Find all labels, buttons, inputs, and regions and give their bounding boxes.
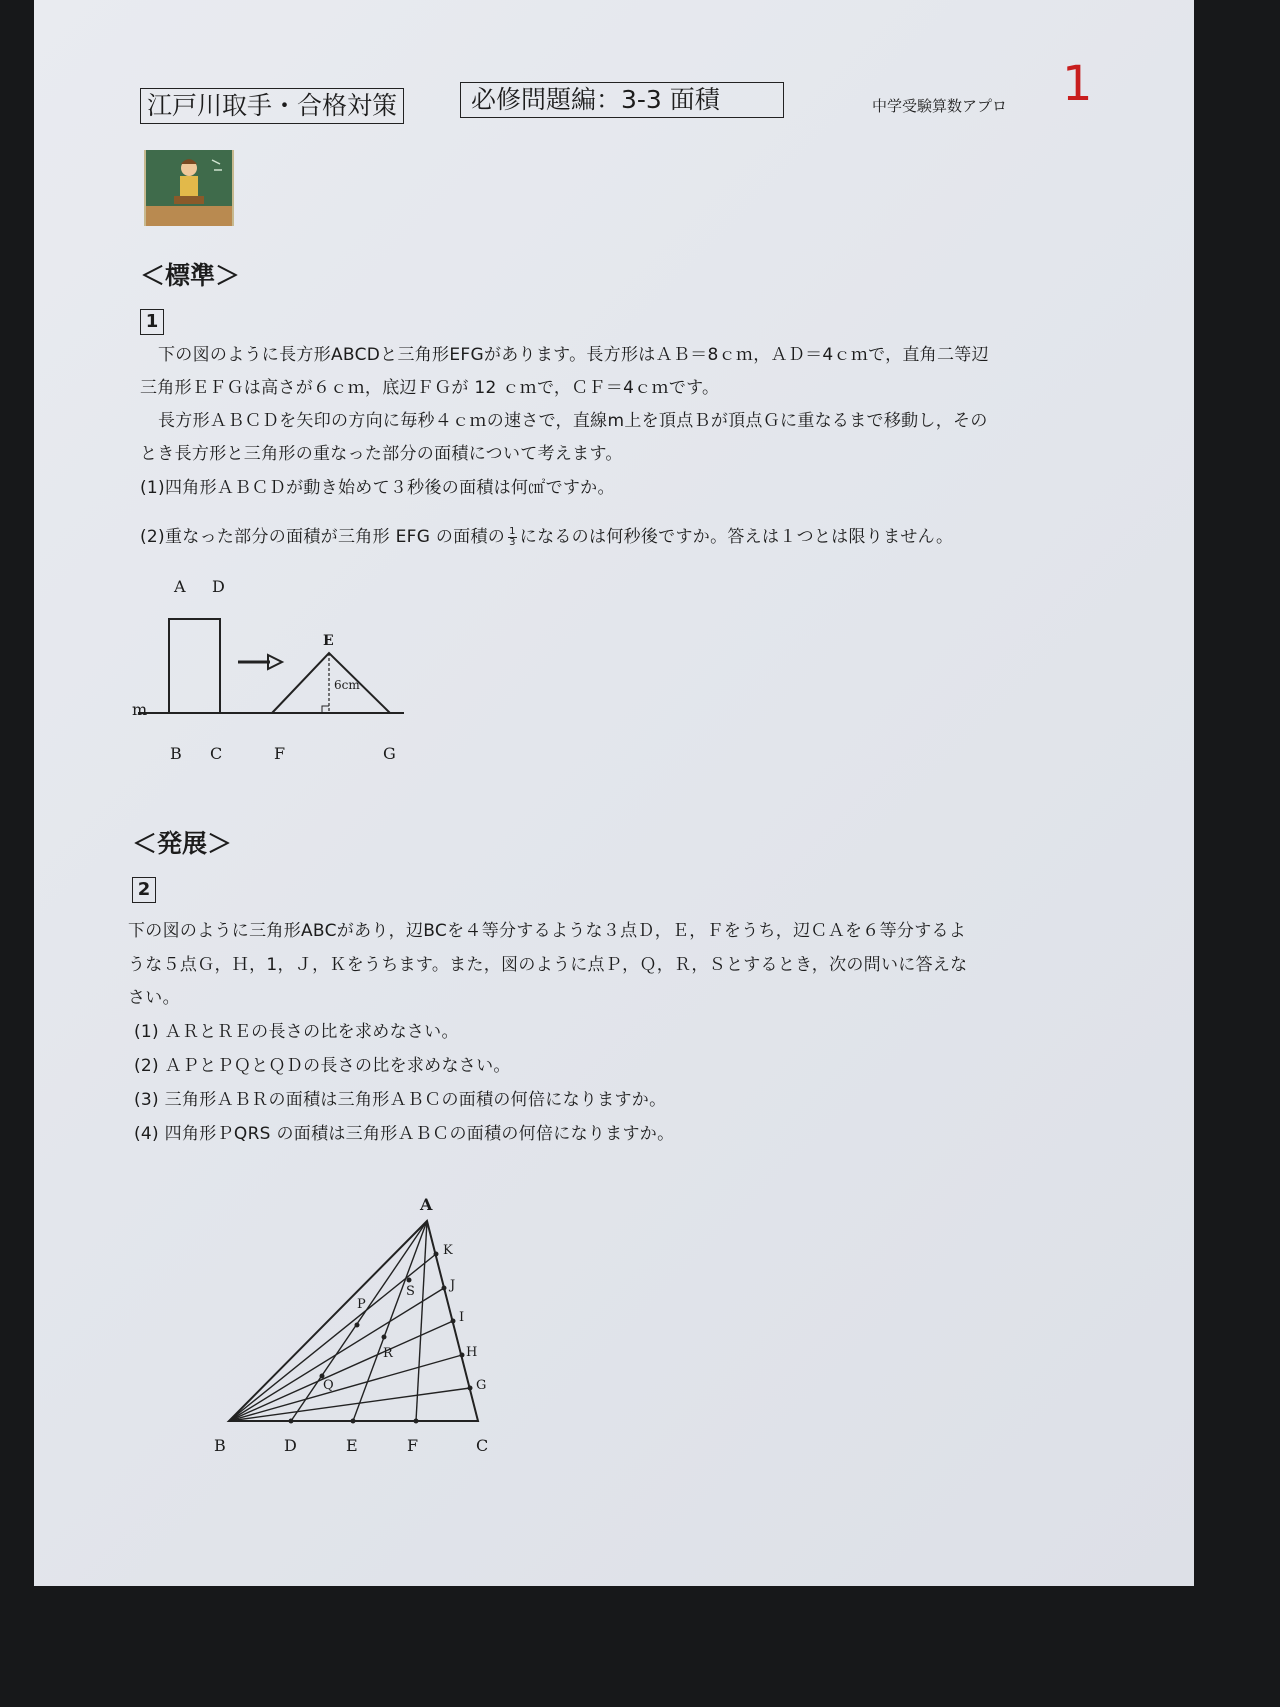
fig2-label-g: G bbox=[476, 1378, 487, 1393]
fig2-label-h: H bbox=[466, 1345, 478, 1360]
problem-2-line-2: うな５点Ｇ，Ｈ，1，Ｊ，Ｋをうちます。また，図のように点Ｐ，Ｑ，Ｒ，Ｓとするとき，次の問いに答えな bbox=[128, 955, 968, 975]
problem-2-question-4: (4) 四角形ＰQRS の面積は三角形ＡＢＣの面積の何倍になりますか。 bbox=[134, 1124, 675, 1144]
fraction-numerator: 1 bbox=[509, 525, 516, 537]
worksheet-page bbox=[34, 0, 1194, 1586]
fig2-label-i: I bbox=[459, 1310, 465, 1325]
problem-2-question-2: (2) ＡＰとＰＱとＱＤの長さの比を求めなさい。 bbox=[134, 1056, 511, 1076]
fig1-label-g: G bbox=[383, 744, 396, 763]
problem-2-line-3: さい。 bbox=[128, 988, 180, 1008]
fraction-denominator: 3 bbox=[509, 536, 516, 548]
fig1-label-a: A bbox=[174, 577, 186, 596]
question-2-text-after: になるのは何秒後ですか。答えは１つとは限りません。 bbox=[519, 527, 954, 547]
fig2-label-d: D bbox=[284, 1436, 297, 1455]
fig1-label-e: E bbox=[323, 633, 334, 649]
problem-2-question-3: (3) 三角形ＡＢＲの面積は三角形ＡＢＣの面積の何倍になりますか。 bbox=[134, 1090, 667, 1110]
figure-triangle-abc bbox=[34, 0, 1194, 1586]
fig2-label-p: P bbox=[357, 1297, 366, 1312]
page-number: 1 bbox=[1062, 56, 1093, 112]
fig1-label-c: C bbox=[210, 744, 223, 763]
fig2-label-a: A bbox=[420, 1195, 433, 1214]
fig2-label-s: S bbox=[406, 1284, 415, 1299]
fig1-label-m: m bbox=[132, 700, 148, 719]
problem-1-line-1: 下の図のように長方形ABCDと三角形EFGがあります。長方形はＡＢ＝8ｃｍ，ＡＤ＝4ｃｍで，直角二等辺 bbox=[158, 345, 989, 365]
problem-2-number-text: 2 bbox=[137, 879, 151, 900]
fig1-label-f: F bbox=[274, 744, 286, 763]
fig1-label-b: B bbox=[170, 744, 182, 763]
fig2-label-j: J bbox=[450, 1278, 456, 1293]
fig1-label-d: D bbox=[212, 577, 225, 596]
fig2-label-q: Q bbox=[323, 1378, 334, 1393]
problem-1-line-2: 三角形ＥＦＧは高さが６ｃｍ，底辺ＦＧが 12 ｃｍで，ＣＦ＝4ｃｍです。 bbox=[140, 378, 720, 398]
brand-name: 中学受験算数アプロ bbox=[872, 97, 1008, 115]
problem-2-line-1: 下の図のように三角形ABCがあり，辺BCを４等分するような３点Ｄ，Ｅ，Ｆをうち，辺ＣＡを６等分するよ bbox=[128, 921, 967, 941]
section-heading-advanced: ＜発展＞ bbox=[132, 829, 233, 858]
problem-1-line-3: 長方形ＡＢＣＤを矢印の方向に毎秒４ｃｍの速さで，直線m上を頂点Ｂが頂点Ｇに重なるまで移動し，その bbox=[158, 411, 988, 431]
unit-title: 必修問題編：3-3 面積 bbox=[471, 85, 720, 114]
fig2-label-e: E bbox=[346, 1436, 358, 1455]
problem-1-question-1: (1)四角形ＡＢＣＤが動き始めて３秒後の面積は何㎠ですか。 bbox=[140, 478, 615, 498]
problem-1-line-4: とき長方形と三角形の重なった部分の面積について考えます。 bbox=[140, 444, 623, 464]
problem-1-number-text: 1 bbox=[145, 311, 159, 332]
fig2-label-f: F bbox=[407, 1436, 419, 1455]
section-heading-standard: ＜標準＞ bbox=[140, 261, 241, 290]
course-title: 江戸川取手・合格対策 bbox=[147, 91, 398, 120]
question-2-text-before: (2)重なった部分の面積が三角形 EFG の面積の bbox=[140, 527, 506, 547]
fig1-label-height: 6cm bbox=[334, 678, 360, 692]
problem-2-question-1: (1) ＡＲとＲＥの長さの比を求めなさい。 bbox=[134, 1022, 459, 1042]
fig2-label-b: B bbox=[214, 1436, 226, 1455]
fig2-label-c: C bbox=[476, 1436, 489, 1455]
fig2-label-k: K bbox=[443, 1243, 453, 1258]
fig2-label-r: R bbox=[383, 1346, 393, 1361]
